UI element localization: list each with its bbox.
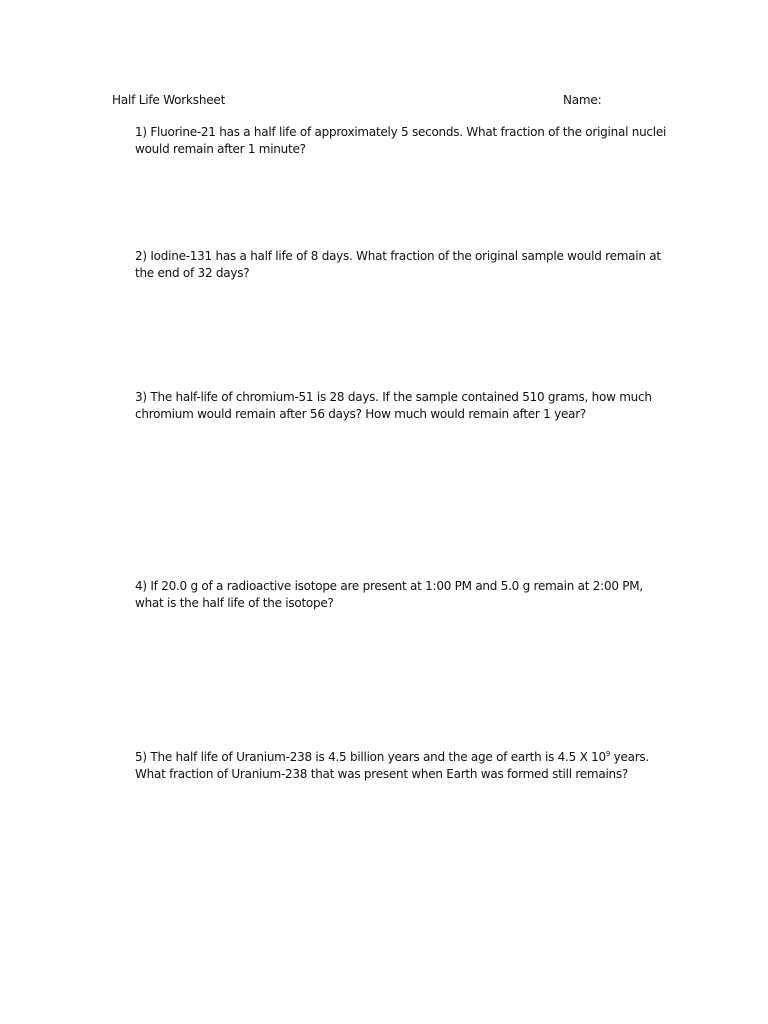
question-3 [135,389,665,423]
question-5-line-2: What fraction of Uranium-238 that was present when Earth was formed still remains? [135,767,629,781]
question-5 [135,749,665,783]
exponent-superscript: 9 [605,750,611,758]
question-4-line-1: 4) If 20.0 g of a radioactive isotope are present at 1:00 PM and 5.0 g remain at 2:00 PM, [135,579,643,593]
name-label: Name: [563,93,602,107]
question-5-line-1-text: 5) The half life of Uranium-238 is 4.5 billion years and the age of earth is 4.5 X 10 [135,750,606,764]
question-1-line-2: would remain after 1 minute? [135,142,306,156]
question-2-line-2: the end of 32 days? [135,266,250,280]
question-3-line-1: 3) The half-life of chromium-51 is 28 days. If the sample contained 510 grams, how much [135,390,652,404]
question-4 [135,578,665,612]
question-1-line-1: 1) Fluorine-21 has a half life of approximately 5 seconds. What fraction of the original nuclei [135,125,667,139]
worksheet-title: Half Life Worksheet [112,93,226,107]
question-3-line-2: chromium would remain after 56 days? How much would remain after 1 year? [135,407,586,421]
question-4-line-2: what is the half life of the isotope? [135,596,334,610]
question-1 [135,124,665,158]
question-5-line-1-suffix: years. [610,750,649,764]
question-2-line-1: 2) Iodine-131 has a half life of 8 days. What fraction of the original sample would remain at [135,249,661,263]
question-5-line-1 [135,749,665,766]
question-2 [135,248,665,282]
